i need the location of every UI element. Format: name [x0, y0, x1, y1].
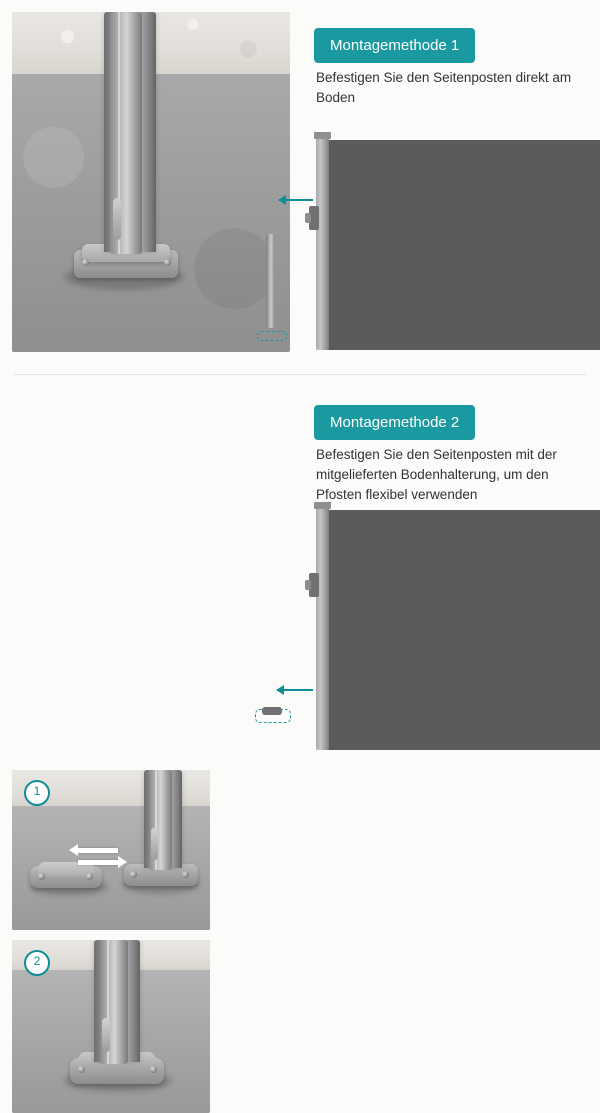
method-1-photo: [12, 12, 290, 352]
method-2-photo-step2: [12, 940, 210, 1113]
ground-mount-outline-1: [257, 331, 287, 341]
slide-arrow-right: [78, 860, 118, 865]
bolt-left: [82, 259, 89, 266]
bolt-right: [164, 259, 171, 266]
slide-arrow-left: [78, 848, 118, 853]
assembly-arrow-2: [277, 689, 313, 691]
method-2-section: [0, 375, 600, 968]
assembly-arrow-1: [279, 199, 313, 201]
method-1-section: [0, 0, 600, 375]
step-badge-2: 2: [24, 950, 50, 976]
method-2-badge: Montagemethode 2: [314, 405, 475, 440]
method-1-caption: Befestigen Sie den Seitenposten direkt am Boden: [316, 70, 572, 105]
method-1-badge: Montagemethode 1: [314, 28, 475, 63]
detached-post-1: [266, 234, 275, 328]
method-2-photo-step1: [12, 770, 210, 930]
step-badge-1: 1: [24, 780, 50, 806]
method-2-caption: Befestigen Sie den Seitenposten mit der mitgelieferten Bodenhalterung, um den Pfosten flexibel verwenden: [316, 447, 557, 502]
